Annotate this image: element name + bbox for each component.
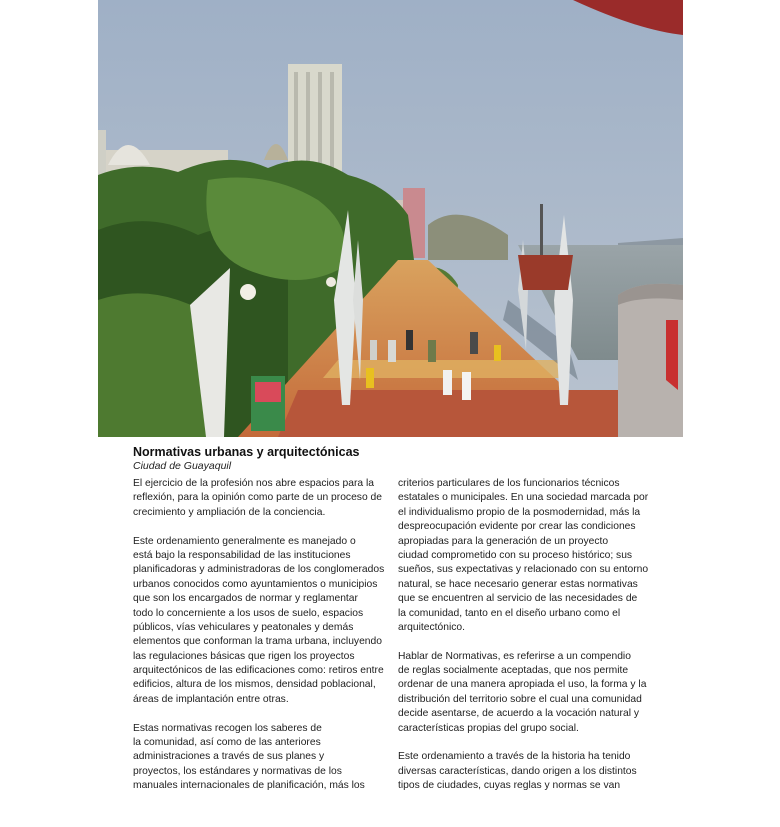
text-line: apropiadas para la generación de un proyecto (398, 535, 609, 547)
text-line: Hablar de Normativas, es referirse a un compendio (398, 650, 631, 662)
text-line: Estas normativas recogen los saberes de (133, 722, 322, 734)
text-line: características propias del grupo social. (398, 722, 579, 734)
text-column-right (398, 477, 653, 808)
text-line: urbanos conocidos como ayuntamientos o municipios (133, 578, 378, 590)
article-title: Normativas urbanas y arquitectónicas (133, 445, 360, 459)
text-line: crecimiento y ampliación de la conciencia. (133, 506, 326, 518)
text-line: manuales internacionales de planificación, más los (133, 780, 365, 792)
text-line: edificios, altura de los mismos, densidad poblacional, (133, 679, 376, 691)
text-line: el individualismo propio de la posmodernidad, más la (398, 506, 641, 518)
paragraph (398, 477, 653, 635)
text-line: arquitectónico. (398, 621, 465, 633)
text-line: arquitectónicos de las edificaciones como: retiros entre (133, 665, 384, 677)
paragraph (398, 650, 653, 736)
text-line: la comunidad, así como de las anteriores (133, 737, 321, 749)
text-line: tipos de ciudades, cuyas reglas y normas se van (398, 780, 621, 792)
text-line: que se encuentren al servicio de las necesidades de (398, 593, 638, 605)
paragraph (133, 722, 388, 794)
guayaquil-malecon-photo-icon (98, 0, 683, 437)
text-line: estatales o municipales. En una sociedad marcada por (398, 492, 649, 504)
text-line: está bajo la responsabilidad de las instituciones (133, 549, 351, 561)
text-line: criterios particulares de los funcionarios técnicos (398, 478, 620, 489)
text-line: públicos, vías vehiculares y peatonales y demás (133, 621, 354, 633)
text-line: áreas de implantación entre otras. (133, 693, 289, 705)
text-line: distribución del territorio sobre el cual una comunidad (398, 693, 642, 705)
text-line: natural, se hace necesario generar estas normativas (398, 578, 638, 590)
text-line: la comunidad, tanto en el diseño urbano como el (398, 607, 621, 619)
paragraph (133, 477, 388, 520)
article-heading (133, 445, 633, 473)
article-subtitle: Ciudad de Guayaquil (133, 460, 232, 472)
text-line: ordenar de una manera apropiada el uso, la forma y la (398, 679, 647, 691)
text-line: sueños, sus expectativas y relacionado con su entorno (398, 564, 649, 576)
paragraph (133, 535, 388, 708)
text-line: las regulaciones básicas que rigen los proyectos (133, 650, 355, 662)
text-line: ciudad comprometido con su proceso histórico; sus (398, 549, 633, 561)
text-line: de reglas socialmente aceptadas, que nos permite (398, 665, 629, 677)
text-line: administraciones a través de sus planes y (133, 751, 325, 763)
text-line: proyectos, los estándares y normativas de los (133, 765, 342, 777)
text-line: despreocupación evidente por crear las condiciones (398, 521, 636, 533)
text-line: todo lo concerniente a los usos de suelo, espacios (133, 607, 364, 619)
text-line: diversas características, dando origen a los distintos (398, 765, 637, 777)
text-line: decide asentarse, de acuerdo a la vocación natural y (398, 708, 639, 720)
text-line: Este ordenamiento a través de la historia ha tenido (398, 751, 631, 763)
text-column-left (133, 477, 388, 808)
text-line: Este ordenamiento generalmente es manejado o (133, 535, 356, 547)
text-line: que son los encargados de normar y reglamentar (133, 593, 358, 605)
text-line: planificadoras y administradoras de los conglomerados (133, 564, 385, 576)
text-line: elementos que conforman la trama urbana, incluyendo (133, 636, 382, 648)
malecon-photo (98, 0, 683, 437)
paragraph (398, 750, 653, 793)
text-line: El ejercicio de la profesión nos abre espacios para la (133, 478, 374, 489)
text-line: reflexión, para la opinión como parte de un proceso de (133, 492, 383, 504)
